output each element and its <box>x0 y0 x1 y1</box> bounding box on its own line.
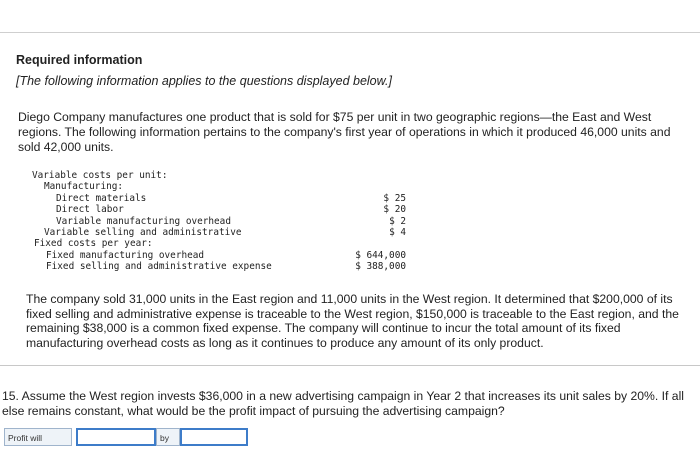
cost-label: Variable costs per unit: <box>32 170 168 181</box>
by-label: by <box>156 428 180 446</box>
cost-value: $ 388,000 <box>355 261 406 273</box>
cost-value: $ 20 <box>383 204 406 216</box>
profit-will-label: Profit will <box>4 428 72 446</box>
cost-row-direct-materials <box>30 193 410 204</box>
cost-value: $ 644,000 <box>355 249 406 261</box>
body-paragraph: The company sold 31,000 units in the East region and 11,000 units in the West region. It determined that $200,000 of its fixed selling and administrative expense is traceable to the West region, $150,000 is traceable to the East region, and the remaining $38,000 is a common fixed expense. The company will continue to incur the total amount of its fixed manufacturing overhead costs as long as it continues to produce any amount of its only product. <box>26 292 679 350</box>
cost-label: Fixed manufacturing overhead <box>46 249 205 261</box>
cost-table <box>30 170 410 273</box>
cost-label: Fixed costs per year: <box>34 238 153 250</box>
required-information-heading: Required information <box>16 53 143 67</box>
profit-amount-input[interactable] <box>180 428 248 446</box>
cost-row-variable-selling <box>30 227 410 238</box>
cost-label: Variable selling and administrative <box>44 226 242 238</box>
cost-row-manufacturing-header <box>30 181 410 192</box>
cost-value: $ 25 <box>383 192 406 204</box>
answer-row <box>4 428 244 448</box>
cost-row-fixed-header <box>30 238 410 249</box>
cost-row-variable-overhead <box>30 216 410 227</box>
intro-paragraph: Diego Company manufactures one product that is sold for $75 per unit in two geographic regions—the East and West regions. The following information pertains to the company's first year of operations in which it produced 46,000 units and sold 42,000 units. <box>18 110 671 154</box>
top-divider <box>0 32 700 33</box>
cost-row-fixed-overhead <box>30 250 410 261</box>
cost-label: Direct labor <box>56 204 124 216</box>
instruction-note: [The following information applies to the questions displayed below.] <box>16 74 392 88</box>
cost-row-fixed-selling <box>30 261 410 272</box>
section-divider <box>0 365 700 366</box>
profit-direction-input[interactable] <box>76 428 156 446</box>
cost-label: Manufacturing: <box>44 181 124 193</box>
cost-label: Variable manufacturing overhead <box>56 215 231 227</box>
question-text: 15. Assume the West region invests $36,000 in a new advertising campaign in Year 2 that increases its unit sales by 20%. If all else remains constant, what would be the profit impact of pursuing the advertising campaign? <box>2 389 684 418</box>
cost-label: Direct materials <box>56 192 147 204</box>
cost-row-direct-labor <box>30 204 410 215</box>
cost-label: Fixed selling and administrative expense <box>46 261 272 273</box>
cost-value: $ 2 <box>389 215 406 227</box>
cost-value: $ 4 <box>389 226 406 238</box>
cost-row-variable-header <box>30 170 410 181</box>
